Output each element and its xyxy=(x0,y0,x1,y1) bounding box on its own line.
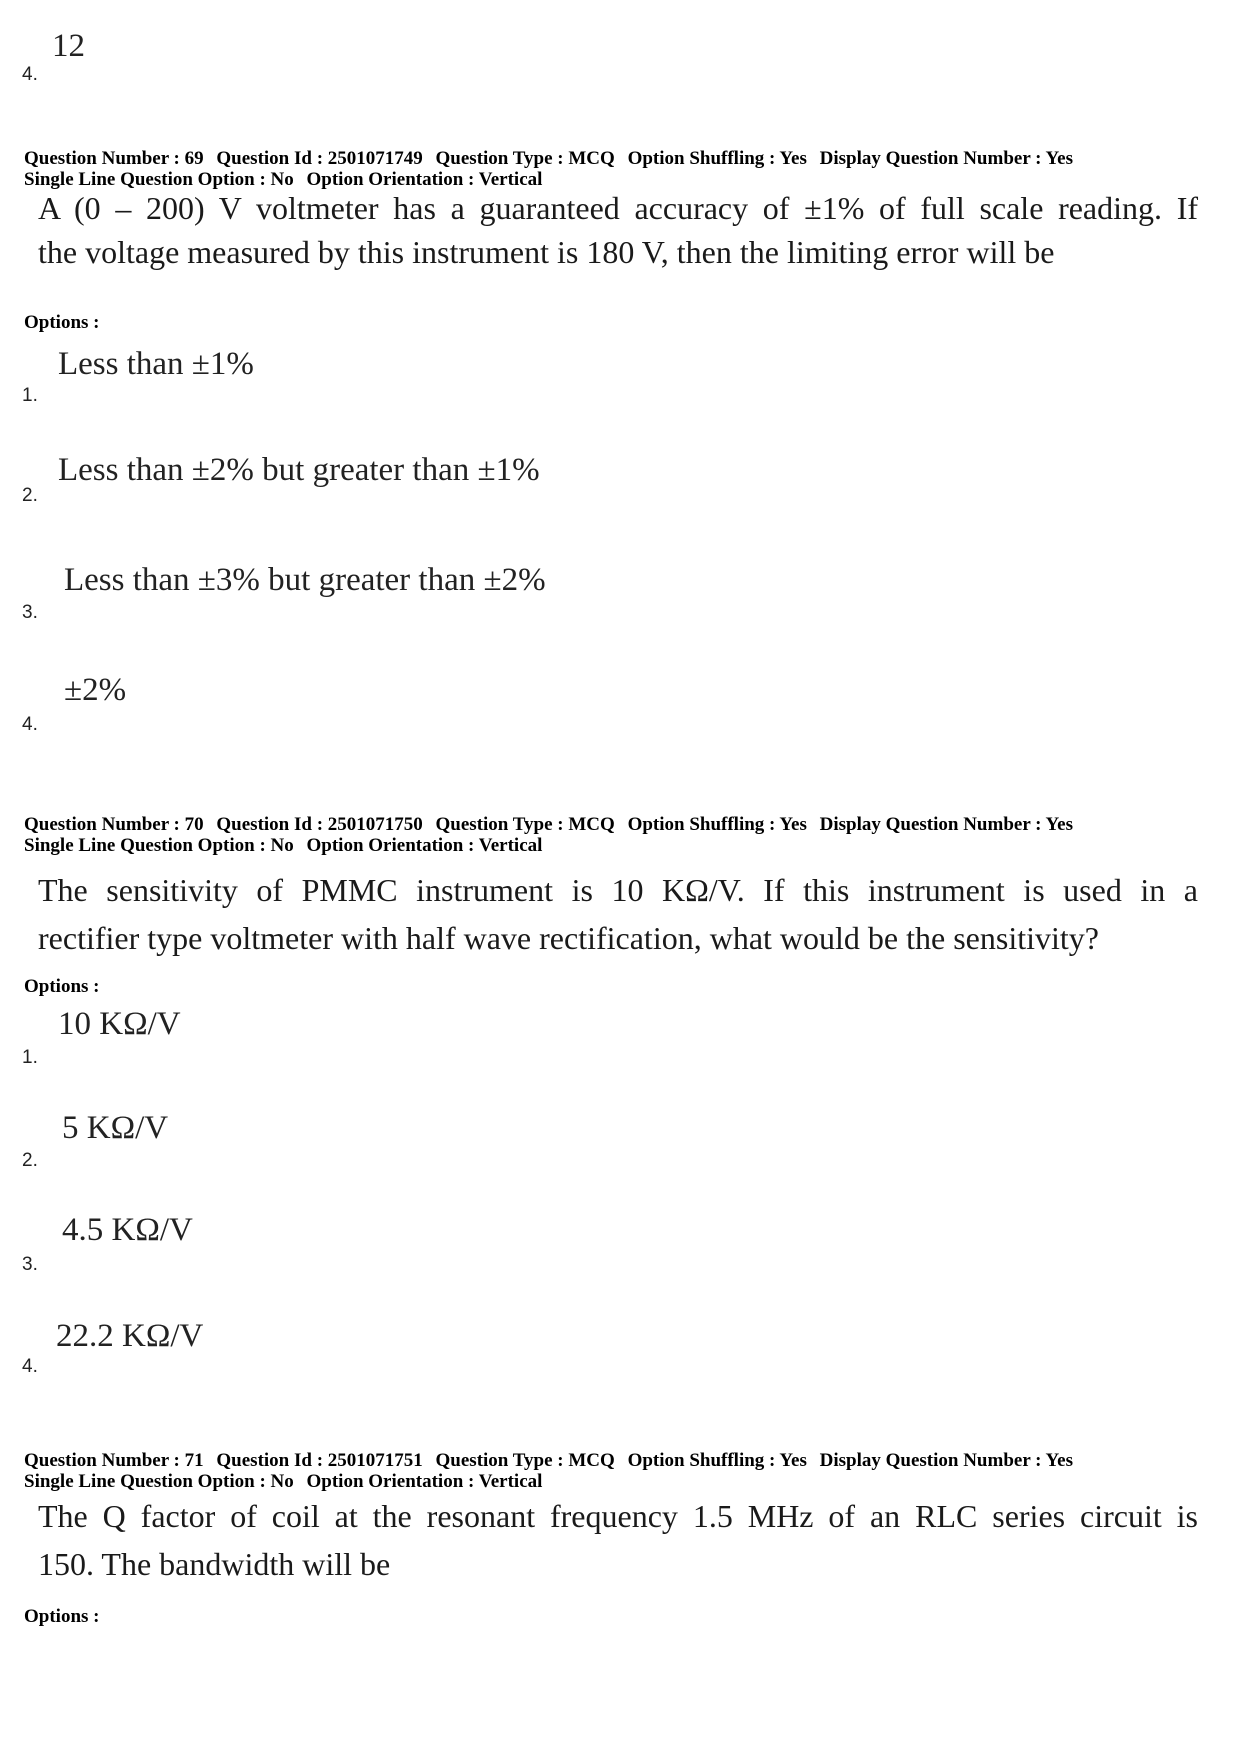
option-number: 1. xyxy=(22,1047,38,1068)
question-text-line: the voltage measured by this instrument is 180 V, then the limiting error will be xyxy=(38,234,1055,270)
option-text: 5 KΩ/V xyxy=(62,1110,169,1146)
option-shuffling: Option Shuffling : Yes xyxy=(627,148,807,169)
question-meta xyxy=(24,148,1073,190)
option-text: Less than ±2% but greater than ±1% xyxy=(58,452,540,488)
question-id: Question Id : 2501071751 xyxy=(216,1450,423,1471)
question-id: Question Id : 2501071749 xyxy=(216,148,423,169)
question-text xyxy=(38,1492,1198,1588)
options-label: Options : xyxy=(24,312,100,333)
option-text: 4.5 KΩ/V xyxy=(62,1212,193,1248)
question-meta xyxy=(24,1450,1073,1492)
option-number: 3. xyxy=(22,1254,38,1275)
question-meta xyxy=(24,814,1073,856)
question-text xyxy=(38,186,1198,274)
question-number: Question Number : 69 xyxy=(24,148,204,169)
question-text-line: A (0 – 200) V voltmeter has a guaranteed accuracy of ±1% of full scale reading. If xyxy=(38,190,1198,226)
options-label: Options : xyxy=(24,1606,100,1627)
option-orientation: Option Orientation : Vertical xyxy=(306,1471,543,1492)
single-line-option: Single Line Question Option : No xyxy=(24,1471,294,1492)
option-text: 22.2 KΩ/V xyxy=(56,1318,204,1354)
option-number: 4. xyxy=(22,714,38,735)
display-question-number: Display Question Number : Yes xyxy=(819,1450,1073,1471)
option-text: 12 xyxy=(52,28,85,64)
question-number: Question Number : 70 xyxy=(24,814,204,835)
question-text-line: The sensitivity of PMMC instrument is 10 KΩ/V. If this instrument is used in a xyxy=(38,872,1198,908)
option-text: ±2% xyxy=(64,672,127,708)
option-number: 3. xyxy=(22,602,38,623)
question-id: Question Id : 2501071750 xyxy=(216,814,423,835)
options-label: Options : xyxy=(24,976,100,997)
question-text-line: 150. The bandwidth will be xyxy=(38,1546,391,1582)
single-line-option: Single Line Question Option : No xyxy=(24,835,294,856)
question-type: Question Type : MCQ xyxy=(435,148,615,169)
option-number: 2. xyxy=(22,1150,38,1171)
question-text-line: rectifier type voltmeter with half wave rectification, what would be the sensitivity? xyxy=(38,920,1099,956)
option-number: 4. xyxy=(22,64,38,85)
display-question-number: Display Question Number : Yes xyxy=(819,148,1073,169)
option-orientation: Option Orientation : Vertical xyxy=(306,835,543,856)
option-text: Less than ±3% but greater than ±2% xyxy=(64,562,546,598)
question-text-line: The Q factor of coil at the resonant frequency 1.5 MHz of an RLC series circuit is xyxy=(38,1498,1198,1534)
question-number: Question Number : 71 xyxy=(24,1450,204,1471)
option-text: 10 KΩ/V xyxy=(58,1006,181,1042)
question-type: Question Type : MCQ xyxy=(435,814,615,835)
option-shuffling: Option Shuffling : Yes xyxy=(627,814,807,835)
option-shuffling: Option Shuffling : Yes xyxy=(627,1450,807,1471)
option-text: Less than ±1% xyxy=(58,346,254,382)
question-text xyxy=(38,866,1198,962)
single-line-option: Single Line Question Option : No xyxy=(24,169,294,190)
display-question-number: Display Question Number : Yes xyxy=(819,814,1073,835)
option-number: 4. xyxy=(22,1356,38,1377)
question-type: Question Type : MCQ xyxy=(435,1450,615,1471)
option-orientation: Option Orientation : Vertical xyxy=(306,169,543,190)
option-number: 2. xyxy=(22,485,38,506)
option-number: 1. xyxy=(22,385,38,406)
